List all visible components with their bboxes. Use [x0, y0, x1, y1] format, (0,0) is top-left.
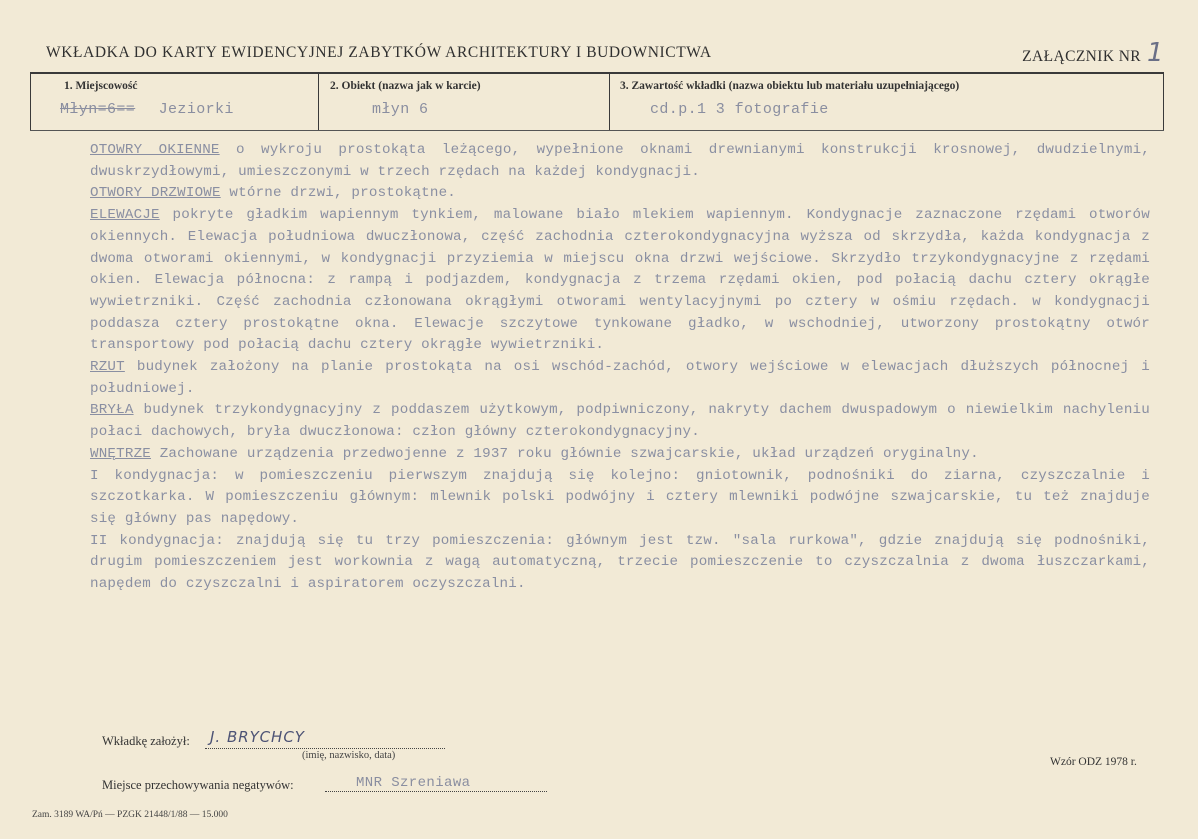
- locality-text: Jeziorki: [158, 101, 234, 118]
- text-interior: Zachowane urządzenia przedwojenne z 1937 roku głównie szwajcarskie, układ urządzeń oryginalny.: [151, 445, 979, 462]
- created-by-label: Wkładkę założył:: [102, 734, 190, 748]
- form-model: Wzór ODZ 1978 r.: [1050, 756, 1137, 768]
- fields-rule: [30, 130, 1164, 131]
- description-body: [90, 140, 1150, 596]
- text-doors: wtórne drzwi, prostokątne.: [220, 185, 456, 202]
- heading-massing: BRYŁA: [90, 402, 134, 419]
- annex-label: ZAŁĄCZNIK NR: [1022, 48, 1142, 65]
- column-divider-1: [318, 72, 319, 130]
- object-label: 2. Obiekt (nazwa jak w karcie): [330, 80, 481, 92]
- text-massing: budynek trzykondygnacyjny z poddaszem użytkowym, podpiwniczony, nakryty dachem dwuspadowym o niewielkim nachyleniu połaci dachowych, bryła dwuczłonowa: człon główny czterokondygnacyjny.: [90, 402, 1150, 441]
- column-divider-left: [30, 72, 31, 130]
- text-plan: budynek założony na planie prostokąta na osi wschód-zachód, otwory wejściowe w elewacjach dłuższych północnej i południowej.: [90, 359, 1150, 397]
- locality-label: 1. Miejscowość: [64, 80, 138, 92]
- locality-value: [60, 101, 234, 118]
- contents-label: 3. Zawartość wkładki (nazwa obiektu lub materiału uzupełniającego): [620, 80, 960, 92]
- form-title: WKŁADKA DO KARTY EWIDENCYJNEJ ZABYTKÓW ARCHITEKTURY I BUDOWNICTWA: [46, 44, 712, 61]
- column-divider-right: [1163, 72, 1164, 130]
- created-by-line: [205, 748, 445, 749]
- negatives-line: [325, 791, 547, 792]
- negatives-value: MNR Szreniawa: [356, 775, 471, 791]
- header-rule: [30, 72, 1164, 74]
- created-by-signature: J. BRYCHCY: [210, 728, 305, 746]
- heading-elevations: ELEWACJE: [90, 207, 160, 224]
- negatives-label: Miejsce przechowywania negatywów:: [102, 778, 294, 792]
- text-elevations: pokryte gładkim wapiennym tynkiem, malowane biało mlekiem wapiennym. Kondygnacje zaznaczone rzędami otworów okiennych. Elewacja południowa dwuczłonowa, część zachodnia czterokondygnacyjna wyższa od skrzydła, każda kondygnacja z dwoma otworami okiennymi, w kondygnacji przyziemia w miejscu okna drzwi wejściowe. Skrzydło trzykondygnacyjne z rzędami okien. Elewacja północna: z rampą i podjazdem, kondygnacja z trzema rzędami okien, pod połacią dachu cztery okrągłe wywietrzniki. Część zachodnia członowana okrągłymi otworami wentylacyjnymi po cztery w ośmiu rzędach. w kondygnacji poddasza cztery prostokątne okna. Elewacje szczytowe tynkowane gładko, w wschodniej, utworzony prostokątny otwór transportowy pod połacią dachu cztery okrągłe wywietrzniki.: [90, 207, 1150, 354]
- annex-number: [1022, 40, 1164, 66]
- contents-value: cd.p.1 3 fotografie: [650, 101, 829, 118]
- paragraph-windows: [90, 140, 1150, 183]
- paragraph-floor-2: II kondygnacja: znajdują się tu trzy pomieszczenia: głównym jest tzw. "sala rurkowa", gdzie znajdują się podnośniki, drugim pomieszczeniem jest workownia z wagą automatyczną, trzecie pomieszczenie to czyszczalnia z dwoma łuszczarkami, napędem do czyszczalni i aspiratorem oczyszczalni.: [90, 532, 1150, 593]
- heading-plan: RZUT: [90, 359, 125, 376]
- locality-struck-text: Młyn=6==: [60, 101, 136, 118]
- paragraph-massing: [90, 400, 1150, 443]
- paragraph-plan: [90, 357, 1150, 400]
- paragraph-interior: [90, 444, 1150, 466]
- paragraph-elevations: [90, 205, 1150, 357]
- annex-handwritten-number: 1: [1147, 38, 1164, 68]
- text-windows: o wykroju prostokąta leżącego, wypełnione oknami drewnianymi konstrukcji krosnowej, dwudzielnymi, dwuskrzydłowymi, umieszczonymi w trzech rzędach na każdej kondygnacji.: [90, 142, 1150, 180]
- heading-interior: WNĘTRZE: [90, 445, 151, 462]
- heading-doors: OTWORY DRZWIOWE: [90, 185, 221, 202]
- print-info: Zam. 3189 WA/Pń — PZGK 21448/1/88 — 15.000: [32, 810, 228, 820]
- heading-windows: OTOWRY OKIENNE: [90, 142, 220, 158]
- object-value: młyn 6: [372, 101, 429, 118]
- paragraph-doors: [90, 183, 1150, 205]
- created-by-hint: (imię, nazwisko, data): [302, 750, 396, 761]
- paragraph-floor-1: I kondygnacja: w pomieszczeniu pierwszym znajdują się kolejno: gniotownik, podnośniki do ziarna, czyszczalnie i szczotkarka. W pomieszczeniu głównym: mlewnik polski podwójny i cztery mlewniki podwójne szwajcarskie, tu też znajduje się główny pas napędowy.: [90, 467, 1150, 527]
- column-divider-2: [609, 72, 610, 130]
